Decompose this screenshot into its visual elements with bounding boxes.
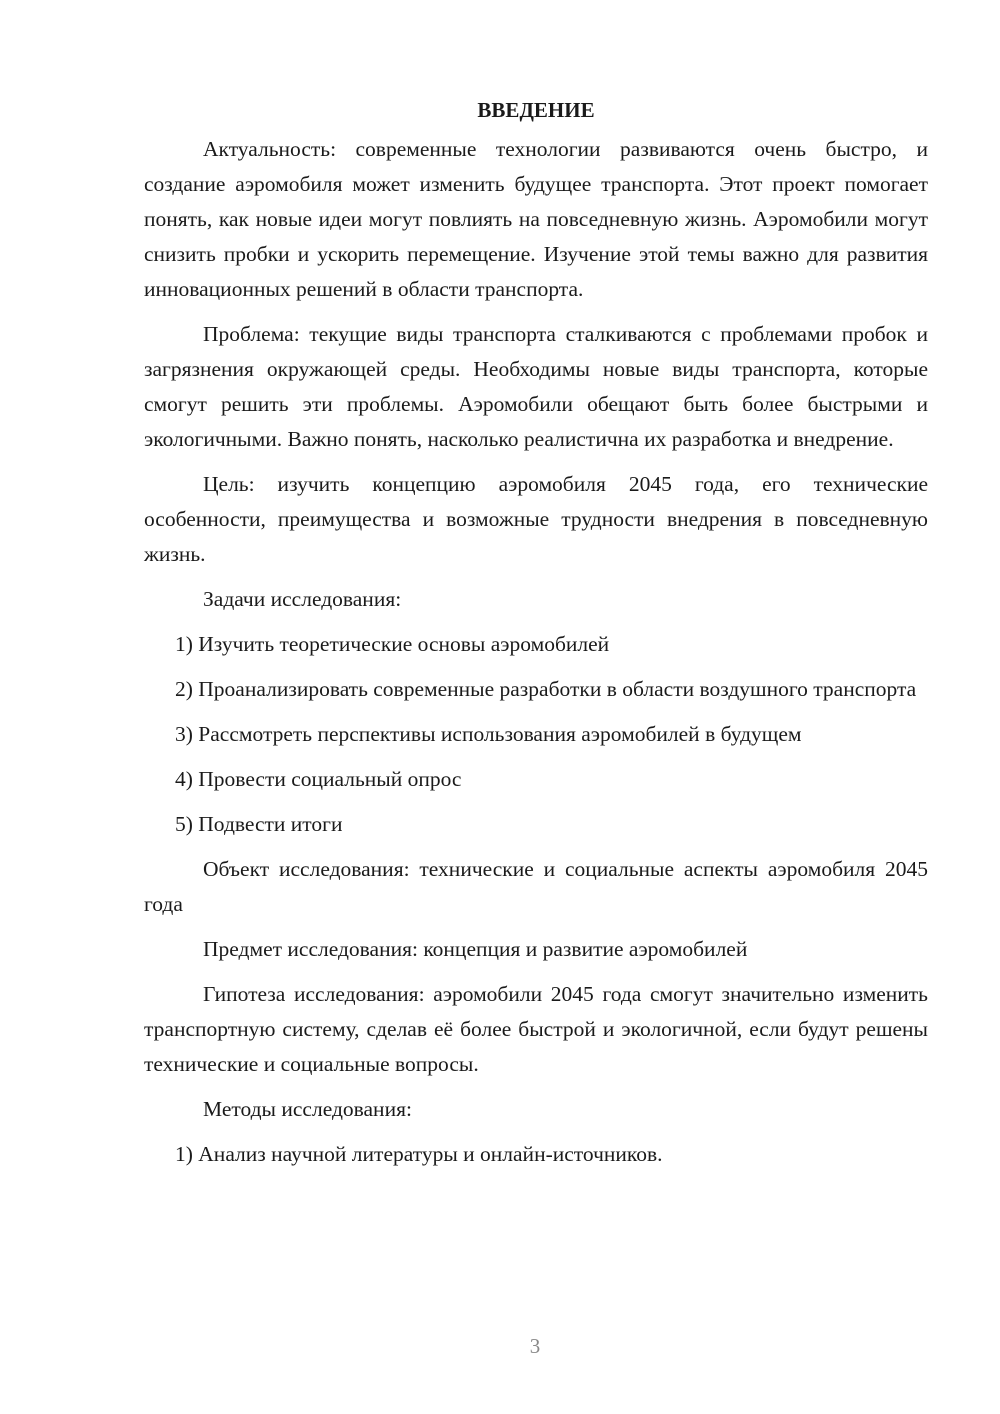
section-heading: ВВЕДЕНИЕ bbox=[477, 98, 595, 122]
document-page bbox=[144, 92, 928, 1182]
task-item-3: 3) Рассмотреть перспективы использования аэромобилей в будущем bbox=[175, 722, 802, 746]
paragraph-subject: Предмет исследования: концепция и развитие аэромобилей bbox=[203, 937, 748, 961]
paragraph-tasks-heading: Задачи исследования: bbox=[203, 587, 402, 611]
task-item-1: 1) Изучить теоретические основы аэромобилей bbox=[175, 632, 610, 656]
method-item-1: 1) Анализ научной литературы и онлайн-источников. bbox=[175, 1142, 663, 1166]
task-item-2: 2) Проанализировать современные разработки в области воздушного транспорта bbox=[175, 677, 917, 701]
paragraph-relevance: Актуальность: современные технологии развиваются очень быстро, и создание аэромобиля может изменить будущее транспорта. Этот проект помогает понять, как новые идеи могут повлиять на повседневную жизнь. Аэромобили могут снизить пробки и ускорить перемещение. Изучение этой темы важно для развития инновационных решений в области транспорта. bbox=[144, 137, 928, 301]
paragraph-problem: Проблема: текущие виды транспорта сталкиваются с проблемами пробок и загрязнения окружающей среды. Необходимы новые виды транспорта, которые смогут решить эти проблемы. Аэромобили обещают быть более быстрыми и экологичными. Важно понять, насколько реалистична их разработка и внедрение. bbox=[144, 322, 928, 451]
page-number: 3 bbox=[529, 1334, 541, 1358]
paragraph-goal: Цель: изучить концепцию аэромобиля 2045 года, его технические особенности, преимущества и возможные трудности внедрения в повседневную жизнь. bbox=[144, 472, 928, 566]
paragraph-hypothesis: Гипотеза исследования: аэромобили 2045 года смогут значительно изменить транспортную систему, сделав её более быстрой и экологичной, если будут решены технические и социальные вопросы. bbox=[144, 982, 928, 1076]
paragraph-object: Объект исследования: технические и социальные аспекты аэромобиля 2045 года bbox=[144, 857, 928, 916]
task-item-5: 5) Подвести итоги bbox=[175, 812, 343, 836]
task-item-4: 4) Провести социальный опрос bbox=[175, 767, 462, 791]
paragraph-methods-heading: Методы исследования: bbox=[203, 1097, 412, 1121]
